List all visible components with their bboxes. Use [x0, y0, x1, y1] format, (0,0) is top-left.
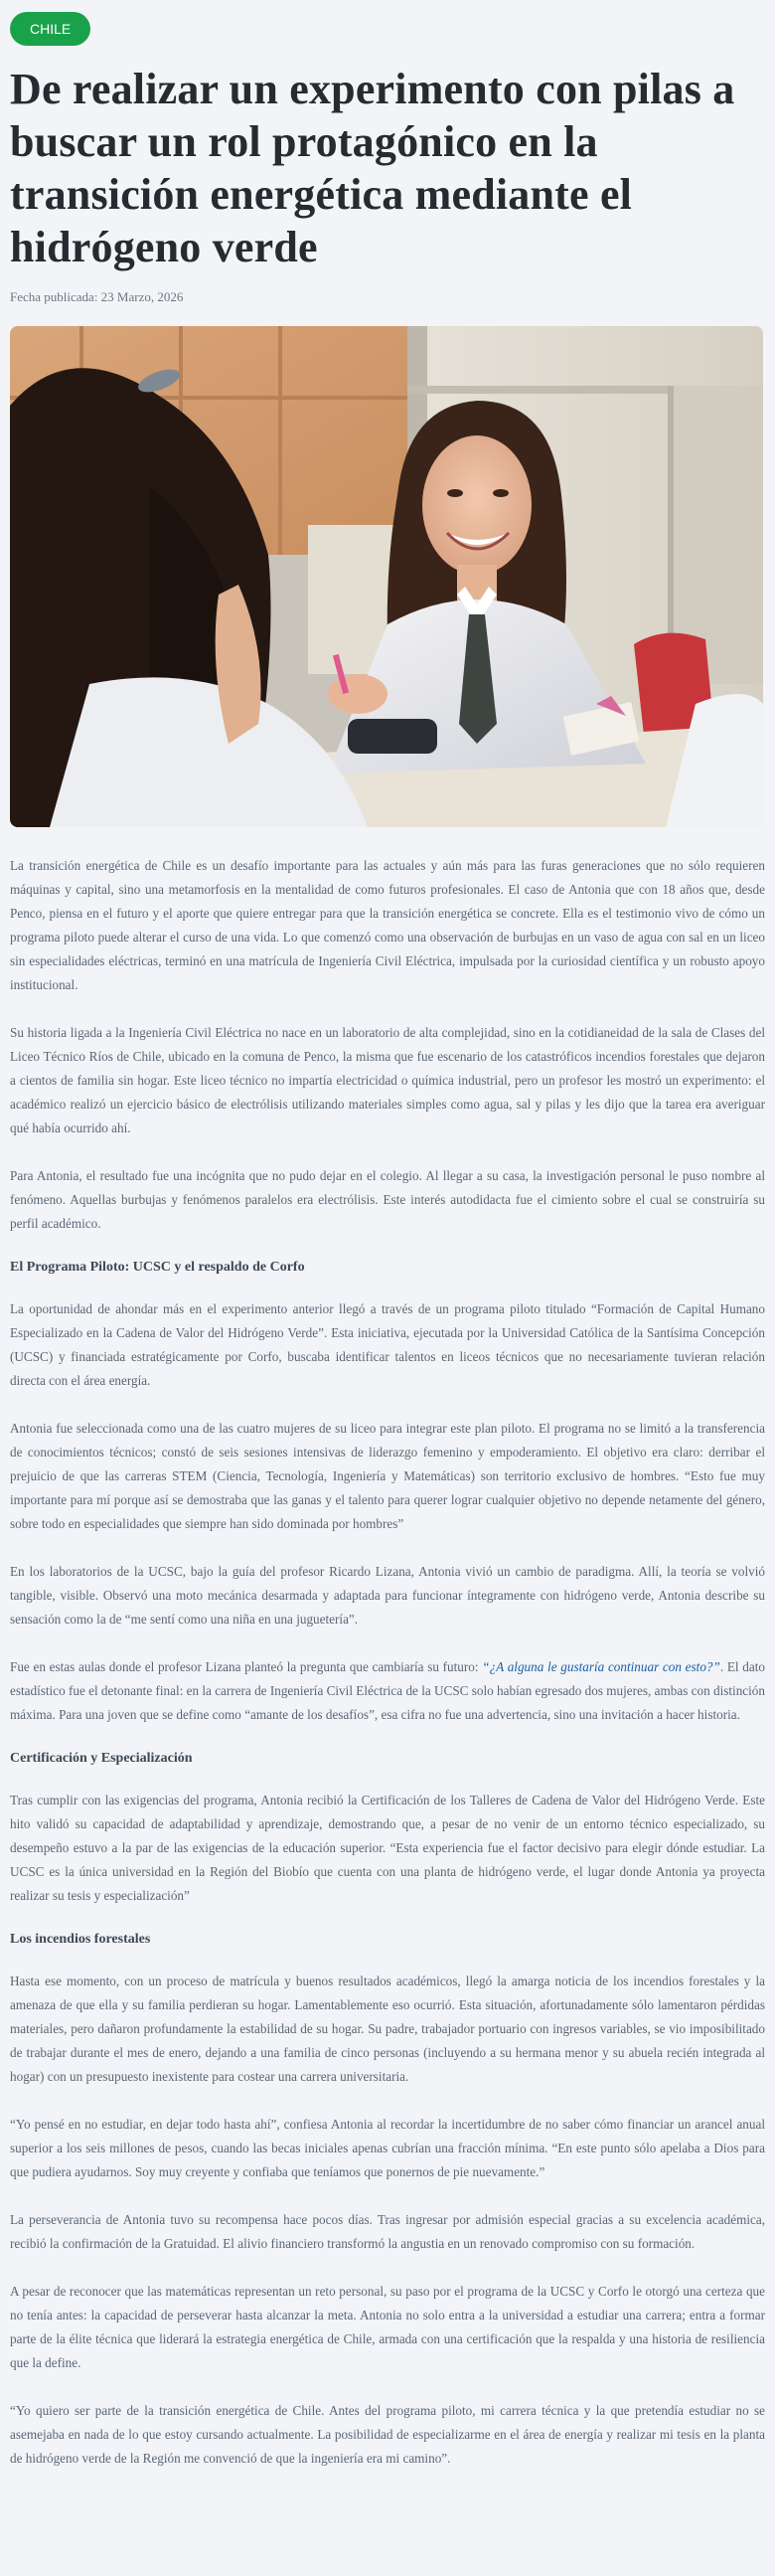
paragraph: Tras cumplir con las exigencias del programa, Antonia recibió la Certificación de los Talleres de Cadena de Valor del Hidrógeno Verde. Este hito validó su capacidad de adaptabilidad y aprendizaje, demostrando que, a pesar de no venir de un entorno técnico especializado, su desempeño estuvo a la par de las exigencias de la educación superior. “Esta experiencia fue el factor decisivo para elegir dónde estudiar. La UCSC es la única universidad en la Región del Biobío que cuenta con una planta de hidrógeno verde, el lugar donde Antonia ya proyecta realizar su tesis y especialización” [10, 1793, 765, 1903]
paragraph: “Yo pensé en no estudiar, en dejar todo hasta ahí”, confiesa Antonia al recordar la incertidumbre de no saber cómo financiar un arancel anual superior a los seis millones de pesos, cuando las becas iniciales apenas cubrían una fracción mínima. “En este punto sólo apelaba a Dios para que pudiera ayudarnos. Soy muy creyente y confiaba que teníamos que ponernos de pie nuevamente.” [10, 2117, 765, 2179]
paragraph: La oportunidad de ahondar más en el experimento anterior llegó a través de un programa piloto titulado “Formación de Capital Humano Especializado en la Cadena de Valor del Hidrógeno Verde”. Esta iniciativa, ejecutada por la Universidad Católica de la Santísima Concepción (UCSC) y financiada estratégicamente por Corfo, buscaba identificar talentos en liceos técnicos que no necesariamente tuvieran relación directa con el área energía. [10, 1301, 765, 1388]
paragraph-text: Fue en estas aulas donde el profesor Lizana planteó la pregunta que cambiaría su futuro: [10, 1659, 483, 1674]
quoted-question: “¿A alguna le gustaría continuar con esto?” [482, 1659, 720, 1674]
paragraph: Su historia ligada a la Ingeniería Civil Eléctrica no nace en un laboratorio de alta complejidad, sino en la cotidianeidad de la sala de Clases del Liceo Técnico Ríos de Chile, ubicado en la comuna de Penco, la misma que fue escenario de los catastróficos incendios forestales que dejaron a cientos de familia sin hogar. Este liceo técnico no impartía electricidad o química industrial, pero un profesor les mostró un experimento: el académico realizó un ejercicio básico de electrólisis utilizando materiales simples como agua, sal y pilas y les dijo que la tarea era averiguar qué había ocurrido ahí. [10, 1025, 765, 1135]
paragraph [10, 1655, 765, 1727]
article-page [10, 0, 765, 2514]
article-body [10, 854, 765, 2471]
paragraph: La transición energética de Chile es un desafío importante para las actuales y aún más para las furas generaciones que no sólo requieren máquinas y capital, sino una metamorfosis en la mentalidad de como futuros profesionales. El caso de Antonia que con 18 años que, desde Penco, piensa en el futuro y el aporte que quiere entregar para que la transición energética se concrete. Ella es el testimonio vivo de cómo un programa piloto puede alterar el curso de una vida. Lo que comenzó como una observación de burbujas en un vaso de agua con sal en un liceo sin especialidades eléctricas, terminó en una matrícula de Ingeniería Civil Eléctrica, impulsada por la curiosidad científica y un robusto apoyo institucional. [10, 858, 765, 992]
paragraph: La perseverancia de Antonia tuvo su recompensa hace pocos días. Tras ingresar por admisión especial gracias a su excelencia académica, recibió la confirmación de la Gratuidad. El alivio financiero transformó la angustia en un renovado compromiso con su formación. [10, 2212, 765, 2251]
paragraph: Hasta ese momento, con un proceso de matrícula y buenos resultados académicos, llegó la amarga noticia de los incendios forestales y la amenaza de que ella y su familia perdieran su hogar. Lamentablemente eso ocurrió. Esta situación, afortunadamente sólo lamentaron pérdidas materiales, pero dañaron profundamente la estabilidad de su hogar. Su padre, trabajador portuario con ingresos variables, se vio imposibilitado de trabajar durante el mes de enero, dejando a una familia de cinco personas (incluyendo a su hermana menor y su abuela recién integrada al hogar) con un presupuesto inexistente para costear una carrera universitaria. [10, 1974, 765, 2084]
paragraph: Antonia fue seleccionada como una de las cuatro mujeres de su liceo para integrar este plan piloto. El programa no se limitó a la transferencia de conocimientos técnicos; constó de seis sesiones intensivas de liderazgo femenino y empoderamiento. El objetivo era claro: derribar el prejuicio de que las carreras STEM (Ciencia, Tecnología, Ingeniería y Matemáticas) son territorio exclusivo de hombres. “Esto fue muy importante para mí porque así se demostraba que las ganas y el talento para querer lograr cualquier objetivo no depende netamente del género, sobre todo en especialidades que siempre han sido dominada por hombres” [10, 1421, 765, 1531]
article-title: De realizar un experimento con pilas a buscar un rol protagónico en la transición energética mediante el hidrógeno verde [10, 65, 735, 271]
publish-date: Fecha publicada: 23 Marzo, 2026 [10, 289, 184, 304]
paragraph-text: . El dato estadístico fue el detonante final: en la carrera de Ingeniería Civil Eléctrica de la UCSC solo habían egresado dos mujeres, ambas con distinción máxima. Para una joven que se define como “amante de los desafíos”, esa cifra no fue una advertencia, sino una invitación a hacer historia. [10, 1659, 765, 1722]
section-heading: Los incendios forestales [10, 1932, 151, 1947]
paragraph: “Yo quiero ser parte de la transición energética de Chile. Antes del programa piloto, mi carrera técnica y la que pretendía estudiar no se asemejaba en nada de lo que estoy cursando actualmente. La posibilidad de especializarme en el área de energía y realizar mi tesis en la planta de hidrógeno verde de la Región me convenció de que la ingeniería era mi camino”. [10, 2403, 765, 2466]
hero-photo-illustration [10, 326, 763, 827]
category-badge[interactable]: CHILE [10, 12, 90, 46]
section-heading: Certificación y Especialización [10, 1751, 193, 1766]
paragraph: A pesar de reconocer que las matemáticas representan un reto personal, su paso por el programa de la UCSC y Corfo le otorgó una certeza que no tenía antes: la capacidad de perseverar hasta alcanzar la meta. Antonia no solo entra a la universidad a estudiar una carrera; entra a formar parte de la élite técnica que liderará la estrategia energética de Chile, armada con una certificación que la respalda y una historia de resiliencia que la define. [10, 2284, 765, 2370]
section-heading: El Programa Piloto: UCSC y el respaldo de Corfo [10, 1260, 305, 1275]
paragraph: En los laboratorios de la UCSC, bajo la guía del profesor Ricardo Lizana, Antonia vivió un cambio de paradigma. Allí, la teoría se volvió tangible, visible. Observó una moto mecánica desarmada y adaptada para funcionar íntegramente con hidrógeno verde, Antonia describe su sensación como la de “me sentí como una niña en una juguetería”. [10, 1564, 765, 1627]
hero-photo [10, 326, 763, 827]
paragraph: Para Antonia, el resultado fue una incógnita que no pudo dejar en el colegio. Al llegar a su casa, la investigación personal le puso nombre al fenómeno. Aquellas burbujas y fenómenos paralelos era electrólisis. Este interés autodidacta fue el cimiento sobre el cual se construiría su perfil académico. [10, 1168, 765, 1231]
